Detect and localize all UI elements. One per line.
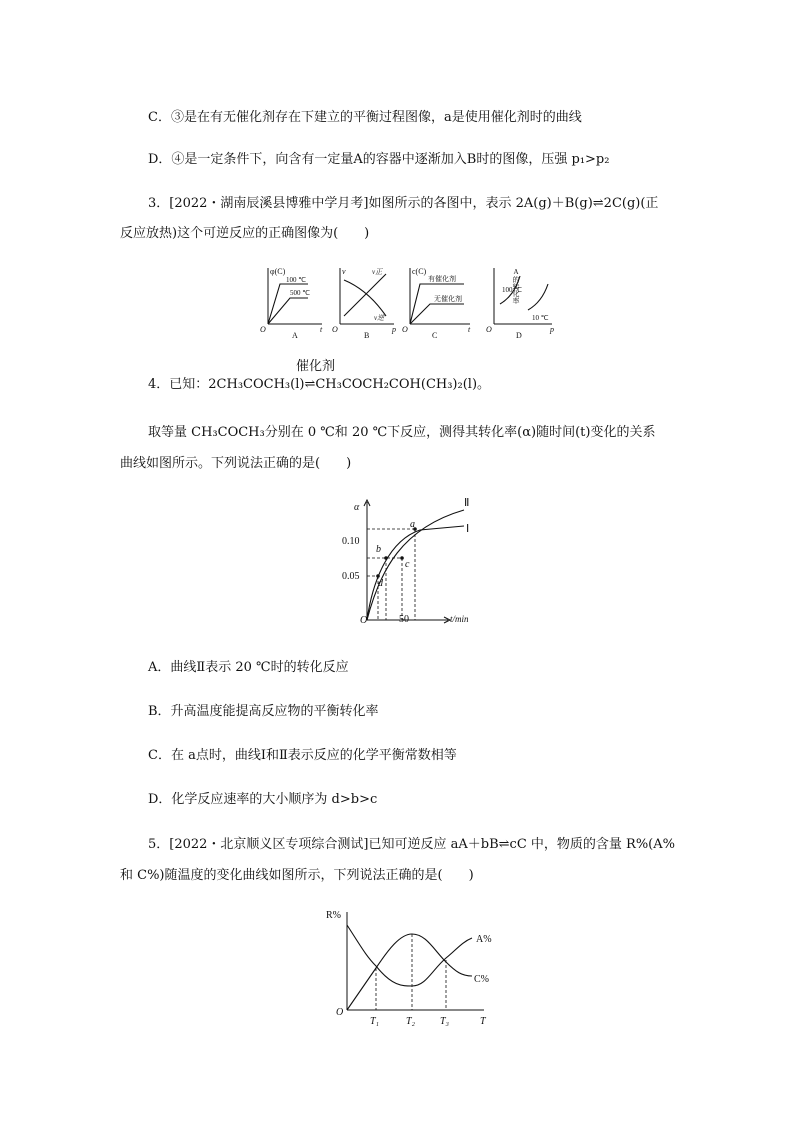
q4-catalyst-label: 催化剂 xyxy=(296,359,336,374)
panel-c-ylabel: c(C) xyxy=(412,267,427,276)
q5-x-axis-label: T xyxy=(480,1016,486,1027)
q4-guide-lines xyxy=(367,529,415,620)
q3-stem-line2: 反应放热)这个可逆反应的正确图像为( ) xyxy=(120,226,370,241)
q4-origin: O xyxy=(360,615,368,626)
q5-series-a-label: A% xyxy=(476,934,492,945)
q3-panel-c xyxy=(402,267,471,340)
q4-x-axis-label: t/min xyxy=(450,614,469,624)
panel-d-xlabel: p xyxy=(550,325,554,334)
q4-point-c xyxy=(400,556,404,560)
panel-b-curve2-label: v逆 xyxy=(374,314,385,322)
panel-d-curve2 xyxy=(528,284,548,310)
q5-axes xyxy=(347,912,484,1010)
q2-option-c: C．③是在有无催化剂存在下建立的平衡过程图像，a是使用催化剂时的曲线 xyxy=(148,110,582,125)
q4-curve-i xyxy=(367,526,464,620)
q5-chart xyxy=(322,900,502,1025)
panel-d-origin: O xyxy=(486,325,492,334)
q2-option-d: D．④是一定条件下，向含有一定量A的容器中逐渐加入B时的图像，压强 p₁>p₂ xyxy=(148,152,610,167)
q5-xtick-t3: T₃ xyxy=(440,1016,450,1027)
q4-ytick-010: 0.10 xyxy=(342,536,360,547)
panel-b-curve2 xyxy=(344,274,386,316)
q4-stem-line1: 取等量 CH₃COCH₃分别在 0 ℃和 20 ℃下反应，测得其转化率(α)随时间(t)变化的关系 xyxy=(148,425,656,440)
panel-a-origin: O xyxy=(260,325,266,334)
q4-point-d-label: d xyxy=(378,578,383,589)
q4-stem-line0: 4．已知：2CH₃COCH₃(l)⇌CH₃COCH₂COH(CH₃)₂(l)。 xyxy=(148,377,491,392)
q4-ytick-005: 0.05 xyxy=(342,571,360,582)
q5-xtick-t2: T₂ xyxy=(406,1016,416,1027)
q4-option-c: C．在 a点时，曲线Ⅰ和Ⅱ表示反应的化学平衡常数相等 xyxy=(148,748,457,763)
q4-xtick-50: 50 xyxy=(399,614,409,625)
panel-a-letter: A xyxy=(292,331,298,340)
panel-d-letter: D xyxy=(516,331,522,340)
q4-curve-ii xyxy=(367,510,464,620)
panel-b-origin: O xyxy=(332,325,338,334)
panel-d-ylabel-text: A的转化率 xyxy=(484,268,520,276)
panel-b-curve1-label: v正 xyxy=(372,268,383,276)
q4-y-axis-label: α xyxy=(354,502,360,513)
q5-origin: O xyxy=(336,1007,344,1018)
q5-series-c-label: C% xyxy=(474,974,489,985)
panel-d-curve2-label: 10 ℃ xyxy=(532,314,549,322)
panel-b-ylabel: v xyxy=(342,267,346,276)
panel-b-xlabel: p xyxy=(392,325,396,334)
q4-point-a-label: a xyxy=(410,519,415,530)
q4-stem-line2: 曲线如图所示。下列说法正确的是( ) xyxy=(120,456,352,471)
q3-panel-b xyxy=(332,267,396,340)
q4-option-a: A．曲线Ⅱ表示 20 ℃时的转化反应 xyxy=(148,660,349,675)
q4-point-b xyxy=(384,556,388,560)
panel-a-curve2 xyxy=(268,298,308,324)
panel-c-curve2-label: 无催化剂 xyxy=(434,295,462,303)
panel-a-ylabel: φ(C) xyxy=(270,267,286,276)
q4-curve-i-label: Ⅰ xyxy=(466,523,470,535)
q3-panel-d xyxy=(484,268,554,340)
panel-c-curve1-label: 有催化剂 xyxy=(428,275,456,283)
q5-xtick-t1: T₁ xyxy=(370,1016,380,1027)
panel-c-letter: C xyxy=(432,331,438,340)
q4-chart xyxy=(340,490,490,630)
panel-c-curve2 xyxy=(410,304,464,324)
q5-curve-c xyxy=(347,934,472,1010)
q4-point-b-label: b xyxy=(376,544,381,555)
q5-stem-line1: 5．[2022・北京顺义区专项综合测试]已知可逆反应 aA＋bB⇌cC 中，物质的含量 R%(A% xyxy=(148,837,675,852)
q4-option-b: B．升高温度能提高反应物的平衡转化率 xyxy=(148,704,379,719)
q3-panel-a xyxy=(260,267,323,340)
panel-d-curve1-label: 100 ℃ xyxy=(502,286,523,294)
q4-point-c-label: c xyxy=(405,559,410,570)
panel-a-curve1-label: 100 ℃ xyxy=(286,276,307,284)
q5-y-axis-label: R% xyxy=(326,910,341,921)
q3-figure xyxy=(258,262,558,344)
panel-a-xlabel: t xyxy=(320,325,323,334)
q5-guide-lines xyxy=(376,934,446,1010)
panel-b-curve1 xyxy=(344,280,386,316)
panel-c-origin: O xyxy=(402,325,408,334)
q5-stem-line2: 和 C%)随温度的变化曲线如图所示，下列说法正确的是( ) xyxy=(120,868,474,883)
q4-option-d: D．化学反应速率的大小顺序为 d>b>c xyxy=(148,792,378,807)
q4-curve-ii-label: Ⅱ xyxy=(464,497,470,509)
q3-stem-line1: 3．[2022・湖南辰溪县博雅中学月考]如图所示的各图中，表示 2A(g)＋B(g)⇌2C(g)(正 xyxy=(148,196,659,211)
panel-c-xlabel: t xyxy=(468,325,471,334)
panel-b-letter: B xyxy=(364,331,370,340)
panel-a-curve2-label: 500 ℃ xyxy=(290,289,311,297)
